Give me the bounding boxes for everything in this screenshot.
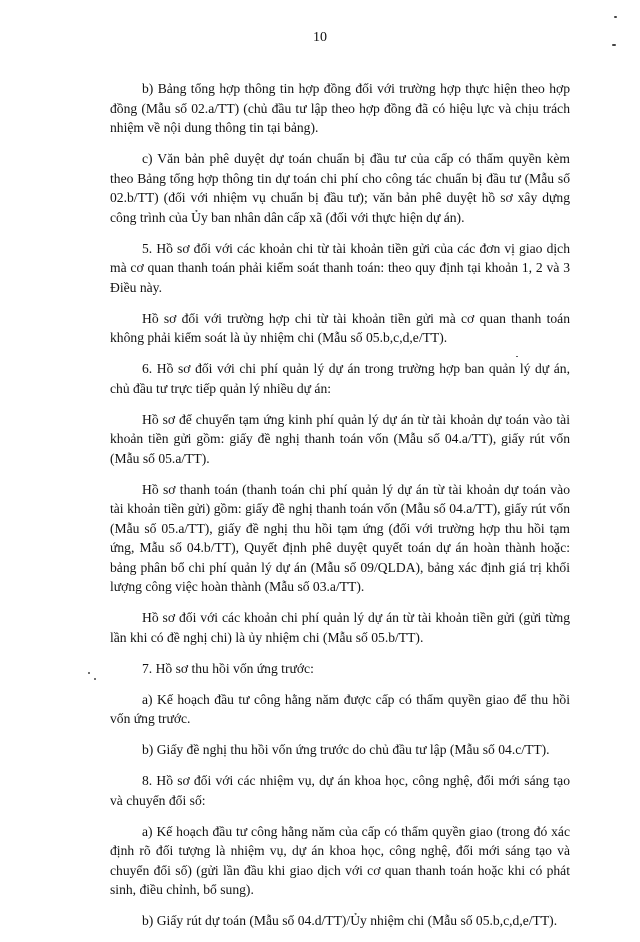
paragraph-deposit-expenses: Hồ sơ đối với các khoản chi phí quản lý dự án từ tài khoản tiền gửi (gửi từng lần khi có đề nghị chi) là ủy nhiệm chi (Mẫu số 05.b/TT).	[110, 610, 570, 645]
paragraph-7b-recovery-request: b) Giấy đề nghị thu hồi vốn ứng trước do chủ đầu tư lập (Mẫu số 04.c/TT).	[142, 742, 550, 757]
paragraph-6-project-management-costs: 6. Hồ sơ đối với chi phí quản lý dự án trong trường hợp ban quản lý dự án, chủ đầu tư trực tiếp quản lý nhiều dự án:	[110, 361, 570, 396]
paragraph-payment-dossier: Hồ sơ thanh toán (thanh toán chi phí quản lý dự án từ tài khoản dự toán vào tài khoản tiền gửi) gồm: giấy đề nghị thanh toán vốn (Mẫu số 04.a/TT), giấy rút vốn (Mẫu số 05.a/TT), giấy đề nghị thu hồi tạm ứng (đối với trường hợp thu hồi tạm ứng, Mẫu số 04.b/TT), Quyết định phê duyệt quyết toán dự án hoàn thành hoặc: bảng phân bổ chi phí quản lý dự án (Mẫu số 09/QLDA), bảng xác định giá trị khối lượng công việc hoàn thành (Mẫu số 03.a/TT).	[110, 481, 570, 594]
scan-speck	[88, 672, 90, 674]
scan-speck	[614, 16, 617, 18]
scan-speck	[612, 44, 616, 46]
paragraph-8b-withdrawal: b) Giấy rút dự toán (Mẫu số 04.d/TT)/Ủy nhiệm chi (Mẫu số 05.b,c,d,e/TT).	[142, 913, 558, 928]
paragraph-deposit-no-control: Hồ sơ đối với trường hợp chi từ tài khoản tiền gửi mà cơ quan thanh toán không phải kiểm soát là ủy nhiệm chi (Mẫu số 05.b,c,d,e/TT).	[110, 310, 570, 345]
paragraph-7-advance-recovery: 7. Hồ sơ thu hồi vốn ứng trước:	[142, 660, 314, 676]
paragraph-b-contract-summary: b) Bảng tổng hợp thông tin hợp đồng đối với trường hợp thực hiện theo hợp đồng (Mẫu số 02.a/TT) (chủ đầu tư lập theo hợp đồng đã có hiệu lực và chịu trách nhiệm về nội dung thông tin tại bảng).	[110, 81, 570, 135]
paragraph-8a-annual-plan: a) Kế hoạch đầu tư công hằng năm của cấp có thẩm quyền giao (trong đó xác định rõ đối tượng là nhiệm vụ, dự án khoa học, công nghệ, đổi mới sáng tạo và chuyển đổi số) (gửi lần đầu khi giao dịch với cơ quan thanh toán hoặc khi có phát sinh, điều chỉnh, bổ sung).	[110, 823, 570, 897]
paragraph-advance-transfer: Hồ sơ để chuyển tạm ứng kinh phí quản lý dự án từ tài khoản dự toán vào tài khoản tiền gửi gồm: giấy đề nghị thanh toán vốn (Mẫu số 04.a/TT), giấy rút vốn (Mẫu số 05.a/TT).	[110, 411, 570, 466]
scan-speck	[516, 356, 518, 357]
paragraph-5-deposit-accounts: 5. Hồ sơ đối với các khoản chi từ tài khoản tiền gửi của các đơn vị giao dịch mà cơ quan thanh toán phải kiểm soát thanh toán: theo quy định tại khoản 1, 2 và 3 Điều này.	[110, 240, 570, 295]
paragraph-7a-investment-plan: a) Kế hoạch đầu tư công hằng năm được cấp có thẩm quyền giao để thu hồi vốn ứng trước.	[110, 691, 570, 726]
page-number: 10	[313, 30, 327, 45]
paragraph-c-budget-approval: c) Văn bản phê duyệt dự toán chuẩn bị đầu tư của cấp có thẩm quyền kèm theo Bảng tổng hợp thông tin dự toán chi phí cho công tác chuẩn bị đầu tư (Mẫu số 02.b/TT) (đối với nhiệm vụ chuẩn bị đầu tư); văn bản phê duyệt hồ sơ xây dựng công trình của Ủy ban nhân dân cấp xã (đối với thực hiện dự án).	[110, 151, 570, 225]
scan-speck	[94, 678, 96, 680]
paragraph-8-science-technology: 8. Hồ sơ đối với các nhiệm vụ, dự án khoa học, công nghệ, đổi mới sáng tạo và chuyển đổi số:	[110, 773, 570, 808]
document-body	[0, 79, 640, 942]
